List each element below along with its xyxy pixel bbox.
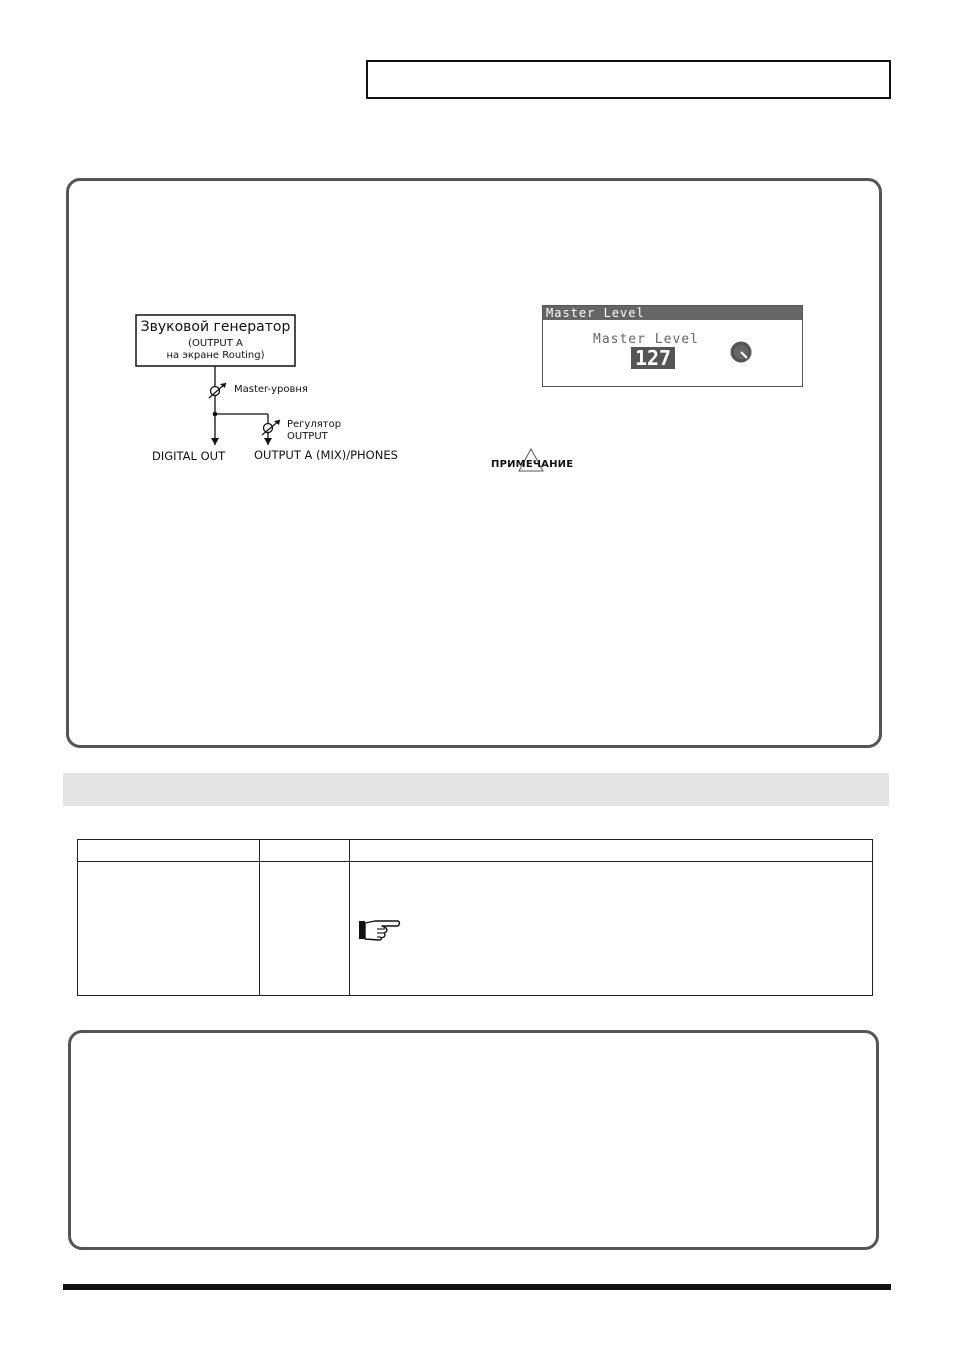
table-header-row bbox=[78, 840, 873, 862]
arrow-down-icon bbox=[211, 438, 219, 445]
master-level-value[interactable]: 127 bbox=[631, 347, 675, 369]
arrow-down-icon bbox=[264, 438, 272, 445]
generator-subtitle-1: (OUTPUT A bbox=[188, 338, 243, 349]
master-level-screen bbox=[542, 305, 803, 387]
screen-parameter-label: Master Level bbox=[593, 332, 699, 347]
table-cell bbox=[260, 862, 350, 996]
regulator-label-1: Регулятор bbox=[287, 419, 342, 430]
signal-flow-diagram bbox=[130, 310, 420, 470]
level-knob-icon[interactable] bbox=[729, 340, 753, 364]
table-cell bbox=[350, 862, 873, 996]
info-panel-bottom bbox=[68, 1030, 879, 1250]
table-row bbox=[78, 862, 873, 996]
table-header-cell bbox=[78, 840, 260, 862]
screen-title: Master Level bbox=[543, 306, 802, 320]
table-header-cell bbox=[350, 840, 873, 862]
pointing-hand-icon bbox=[358, 918, 402, 942]
generator-subtitle-2: на экране Routing) bbox=[166, 350, 265, 361]
table-header-cell bbox=[260, 840, 350, 862]
page-header-box bbox=[366, 60, 891, 99]
output-a-label: OUTPUT A (MIX)/PHONES bbox=[254, 448, 398, 462]
parameter-table bbox=[77, 839, 873, 996]
regulator-label-2: OUTPUT bbox=[287, 431, 328, 442]
table-cell bbox=[78, 862, 260, 996]
digital-out-label: DIGITAL OUT bbox=[152, 449, 226, 463]
generator-title: Звуковой генератор bbox=[140, 319, 291, 335]
master-level-label: Master-уровня bbox=[234, 384, 308, 395]
footer-rule bbox=[63, 1284, 891, 1290]
section-heading-bar bbox=[63, 773, 889, 806]
note-label: ПРИМЕЧАНИЕ bbox=[491, 459, 574, 470]
master-level-knob-icon bbox=[211, 387, 220, 396]
